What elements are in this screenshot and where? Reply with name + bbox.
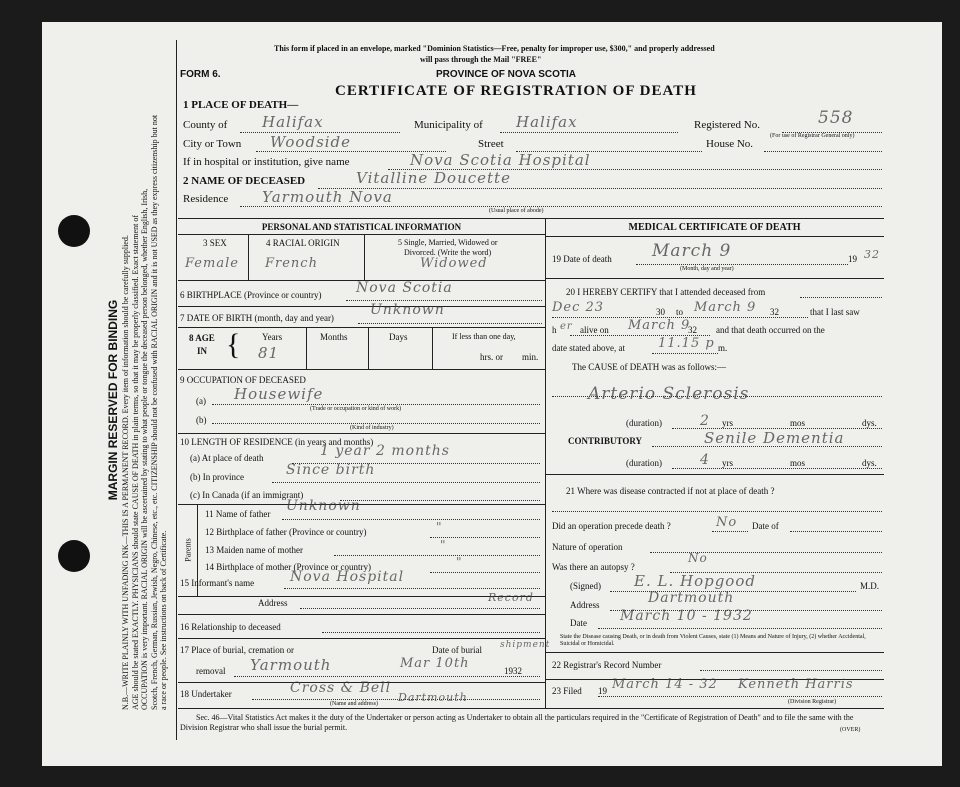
burial-note: shipment [500, 640, 551, 650]
margin-line-5: a race or people. See instructions on back of Certificate. [159, 530, 169, 710]
death-year-prefix: 19 [848, 254, 857, 264]
father-name-line [282, 519, 540, 520]
margin-title: MARGIN RESERVED FOR BINDING [106, 299, 120, 501]
md-label: M.D. [860, 581, 880, 591]
record-number-label: 22 Registrar's Record Number [552, 660, 662, 670]
mother-name-line [334, 555, 540, 556]
contrib-duration-value: 4 [700, 452, 710, 468]
sex-label: 3 SEX [203, 238, 227, 248]
undertaker-line [252, 699, 540, 700]
deceased-name-label: 2 NAME OF DECEASED [183, 175, 306, 187]
form-number: FORM 6. [180, 69, 221, 80]
footer-note: Sec. 46—Vital Statistics Act makes it the duty of the Undertaker or person acting as Undertaker to obtain all the particulars required in the "Certificate of Registration of Death" and to file the same with the Division Registrar who shall issue the burial permit. [180, 713, 854, 732]
binding-hole-top [58, 215, 90, 247]
from-year: 30 [656, 307, 665, 317]
residence-length-heading: 10 LENGTH OF RESIDENCE (in years and months) [180, 437, 374, 447]
cause-dys-label: dys. [862, 418, 877, 428]
alive-year: 32 [688, 325, 697, 335]
top-notice-line-2: will pass through the Mail "FREE" [420, 55, 542, 64]
margin-instructions [121, 70, 169, 710]
cause-value: Arterio Sclerosis [588, 384, 750, 404]
residence-note: (Usual place of abode) [489, 208, 544, 214]
age-label: 8 AGE [189, 333, 215, 343]
certify-line [800, 297, 882, 298]
marital-value: Widowed [420, 256, 488, 271]
death-date-line [636, 264, 848, 265]
months-divider [368, 327, 369, 369]
grid-top-line [178, 218, 884, 219]
removal-line [234, 676, 540, 677]
relationship-line [322, 632, 540, 633]
time-line [652, 353, 718, 354]
date-stated-label: date stated above, at [552, 343, 625, 353]
father-birth-value: " [436, 520, 443, 534]
attended-to: March 9 [694, 300, 757, 315]
occ-a-note: (Trade or occupation or kind of work) [310, 406, 402, 412]
operation-date-line [790, 531, 882, 532]
contrib-duration-label: (duration) [626, 458, 662, 468]
days-label: Days [389, 332, 408, 342]
hospital-value: Nova Scotia Hospital [410, 151, 591, 169]
attended-from: Dec 23 [552, 300, 605, 315]
division-registrar-note: (Division Registrar) [788, 699, 837, 705]
signed-value: E. L. Hopgood [634, 572, 756, 590]
dob-line [358, 323, 542, 324]
father-name-value: Unknown [286, 498, 361, 514]
medical-heading: MEDICAL CERTIFICATE OF DEATH [628, 222, 801, 233]
certify-label: 20 I HEREBY CERTIFY that I attended deceased from [566, 287, 766, 297]
undertaker-value: Cross & Bell [290, 680, 392, 696]
occ-a-label: (a) [196, 396, 206, 406]
street-label: Street [478, 138, 504, 150]
race-divider [364, 234, 365, 280]
city-label: City or Town [183, 138, 242, 150]
column-divider [545, 218, 546, 708]
row-line-9 [178, 369, 545, 370]
row-line-22 [545, 652, 884, 653]
occ-b-line [212, 423, 540, 424]
registered-label: Registered No. [694, 119, 760, 131]
deceased-name-line [318, 188, 882, 189]
registrar-signature: Kenneth Harris [738, 677, 854, 692]
residence-label: Residence [183, 193, 229, 205]
row-line-17 [178, 638, 545, 639]
operation-line [712, 531, 748, 532]
place-heading: 1 PLACE OF DEATH— [183, 99, 299, 111]
operation-value: No [716, 515, 738, 530]
city-value: Woodside [270, 133, 352, 151]
house-line [764, 151, 882, 152]
page-title: CERTIFICATE OF REGISTRATION OF DEATH [335, 83, 697, 99]
occupation-heading: 9 OCCUPATION OF DECEASED [180, 375, 306, 385]
sex-divider [248, 234, 249, 280]
undertaker-note: (Name and address) [330, 701, 378, 707]
filed-label: 23 Filed [552, 686, 582, 696]
age-in-label: IN [197, 346, 208, 356]
death-date-value: March 9 [652, 241, 732, 261]
signed-label: (Signed) [570, 581, 601, 591]
doctor-date-value: March 10 - 1932 [620, 608, 753, 624]
personal-heading-line [178, 234, 545, 235]
row-line-21 [545, 474, 884, 475]
personal-heading: PERSONAL AND STATISTICAL INFORMATION [261, 222, 462, 232]
hospital-label: If in hospital or institution, give name [183, 156, 350, 168]
to-label: to [676, 307, 684, 317]
autopsy-label: Was there an autopsy ? [552, 562, 635, 572]
nature-label: Nature of operation [552, 542, 623, 552]
cause-duration-value: 2 [700, 413, 710, 429]
years-value: 81 [258, 344, 280, 362]
occ-a-line [212, 404, 540, 405]
alive-value: March 9 [628, 318, 691, 333]
alive-pre-value: er [560, 321, 573, 332]
footer-over: (OVER) [840, 727, 861, 733]
mother-birth-line [430, 572, 540, 573]
municipality-line [500, 132, 678, 133]
residence-line [240, 206, 882, 207]
res-b-value: Since birth [286, 462, 376, 478]
burial-year: 1932 [504, 666, 522, 676]
cause-yrs-label: yrs [722, 418, 733, 428]
res-b-line [272, 482, 540, 483]
hrs-label: hrs. or [480, 352, 503, 362]
contracted-line [552, 511, 882, 512]
margin-border [176, 40, 177, 740]
registered-value: 558 [818, 108, 854, 128]
cause-mos-label: mos [790, 418, 806, 428]
occ-b-label: (b) [196, 415, 207, 425]
mother-name-value: " [440, 538, 447, 552]
months-label: Months [320, 332, 348, 342]
sex-value: Female [185, 256, 239, 271]
mother-birth-label: 14 Birthplace of mother (Province or country) [205, 562, 371, 572]
doctor-date-label: Date [570, 618, 587, 628]
marital-label-1: 5 Single, Married, Widowed or [398, 238, 498, 247]
occ-a-value: Housewife [234, 385, 324, 403]
race-value: French [265, 256, 318, 271]
province-heading: PROVINCE OF NOVA SCOTIA [436, 69, 577, 80]
days-divider [432, 327, 433, 369]
res-b-label: (b) In province [190, 472, 244, 482]
top-notice-line-1: This form if placed in an envelope, marked "Dominion Statistics—Free, penalty for improper use, $300," and properly addressed [274, 44, 715, 53]
informant-address-line [300, 608, 540, 609]
years-divider [306, 327, 307, 369]
death-year: 32 [864, 248, 880, 261]
undertaker-address: Dartmouth [398, 691, 468, 704]
res-a-label: (a) At place of death [190, 453, 264, 463]
alive-prefix: h [552, 325, 557, 335]
death-time: 11.15 p [658, 336, 715, 351]
res-c-label: (c) In Canada (if an immigrant) [190, 490, 304, 500]
autopsy-value: No [688, 551, 708, 565]
race-label: 4 RACIAL ORIGIN [266, 238, 340, 248]
row-line-16 [178, 614, 545, 615]
filed-line [598, 696, 882, 697]
informant-line [284, 588, 540, 589]
burial-label: 17 Place of burial, cremation or [180, 645, 294, 655]
informant-value: Nova Hospital [290, 569, 405, 585]
contributory-label: CONTRIBUTORY [568, 436, 643, 446]
county-label: County of [183, 119, 228, 131]
municipality-value: Halifax [516, 113, 578, 131]
row-line-7 [178, 306, 545, 307]
grid-bottom-line [178, 708, 884, 709]
row-line-19 [545, 278, 884, 279]
cause-label: The CAUSE of DEATH was as follows:— [572, 362, 726, 372]
contracted-label: 21 Where was disease contracted if not at place of death ? [566, 486, 775, 496]
house-label: House No. [706, 138, 754, 150]
father-birth-label: 12 Birthplace of father (Province or country) [205, 527, 367, 537]
birthplace-value: Nova Scotia [356, 280, 453, 296]
doctor-address-label: Address [570, 600, 600, 610]
alive-label: alive on [580, 325, 609, 335]
deceased-name-value: Vitalline Doucette [356, 169, 511, 187]
row-line-11 [178, 504, 545, 505]
less-day-label: If less than one day, [452, 332, 516, 341]
birthplace-label: 6 BIRTHPLACE (Province or country) [180, 290, 322, 300]
occurred-label: and that death occurred on the [716, 325, 825, 335]
contrib-dys-label: dys. [862, 458, 877, 468]
operation-label: Did an operation precede death ? [552, 521, 671, 531]
death-date-note: (Month, day and year) [680, 266, 734, 272]
nature-line [650, 552, 882, 553]
removal-value: Yarmouth [250, 656, 332, 674]
margin-line-3: OCCUPATION is very important. RACIAL ORIGIN will be ascertained by stating to what people or tongue the deceased person belonged, whether English, Irish, [140, 188, 150, 710]
informant-address-label: Address [258, 598, 288, 608]
medical-heading-line [545, 236, 884, 237]
age-brace: { [226, 328, 241, 361]
undertaker-label: 18 Undertaker [180, 689, 232, 699]
years-label: Years [262, 332, 283, 342]
margin-line-2: AGE should be stated EXACTLY. PHYSICIANS should state CAUSE OF DEATH in plain terms, so that it may be properly classified. Exact statement of [130, 215, 140, 710]
marital-label-2: Divorced. (Write the word) [404, 248, 492, 257]
residence-value: Yarmouth Nova [262, 188, 393, 206]
margin-line-1: N.B.—WRITE PLAINLY WITH UNFADING INK—THIS IS A PERMANENT RECORD. Every item of information should be carefully supplied. [121, 235, 131, 710]
filed-year-prefix: 19 [598, 686, 607, 696]
mother-birth-value: " [456, 555, 463, 569]
last-saw-label: that I last saw [810, 307, 860, 317]
contributory-value: Senile Dementia [704, 429, 845, 447]
removal-label: removal [196, 666, 226, 676]
informant-label: 15 Informant's name [180, 578, 255, 588]
operation-date-label: Date of [752, 521, 779, 531]
time-suffix: m. [718, 343, 728, 353]
to-year: 32 [770, 307, 779, 317]
burial-date-value: Mar 10th [400, 656, 470, 671]
doctor-date-line [598, 628, 882, 629]
parents-label: Parents [183, 538, 193, 562]
death-date-label: 19 Date of death [552, 254, 612, 264]
state-note: State the Disease causing Death, or in death from Violent Causes, state (1) Means and Nature of Injury, (2) whether Accidental, Suicidal or Homicidal. [560, 634, 866, 647]
contrib-mos-label: mos [790, 458, 806, 468]
informant-address-value: Record [488, 591, 534, 604]
row-line-10 [178, 433, 545, 434]
filed-value: March 14 - 32 [612, 677, 718, 692]
min-label: min. [522, 352, 539, 362]
birthplace-line [346, 300, 542, 301]
record-number-line [700, 670, 882, 671]
burial-date-label: Date of burial [432, 645, 482, 655]
contrib-duration-line [672, 468, 882, 469]
cause-duration-label: (duration) [626, 418, 662, 428]
registrar-note: (For use of Registrar General only) [770, 133, 855, 139]
binding-hole-bottom [58, 540, 90, 572]
county-value: Halifax [262, 113, 324, 131]
contrib-yrs-label: yrs [722, 458, 733, 468]
mother-name-label: 13 Maiden name of mother [205, 545, 303, 555]
dob-label: 7 DATE OF BIRTH (month, day and year) [180, 313, 334, 323]
relationship-label: 16 Relationship to deceased [180, 622, 281, 632]
res-a-value: 1 year 2 months [320, 443, 450, 459]
doctor-address-value: Dartmouth [648, 590, 735, 606]
father-name-label: 11 Name of father [205, 509, 271, 519]
dob-value: Unknown [370, 302, 445, 318]
municipality-label: Municipality of [414, 119, 483, 131]
margin-line-4: Scotch, French, German, Russian, Jewish, Negro, Chinese, etc., etc. CITIZENSHIP should not be confused with RACIAL ORIGIN and it is not USED as they express citizenship but not [149, 114, 159, 710]
res-c-line [340, 500, 540, 501]
occ-b-note: (Kind of industry) [350, 425, 394, 431]
